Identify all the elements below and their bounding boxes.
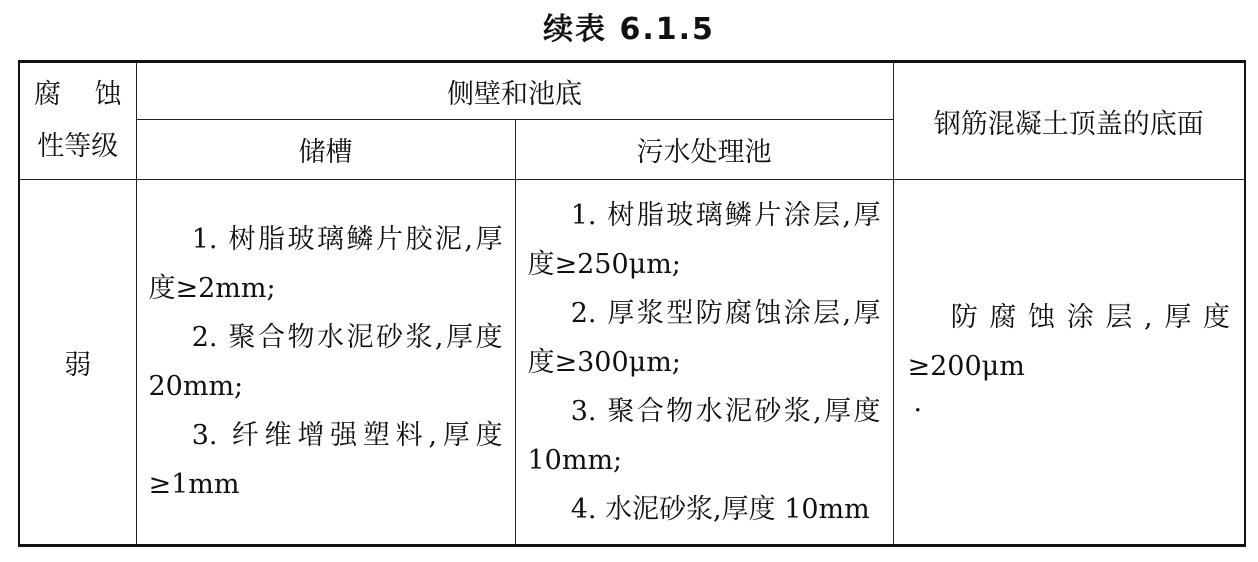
tank-requirements-cell — [136, 180, 515, 546]
tank-item-1: 1. 树脂玻璃鳞片胶泥,厚度≥2mm; — [148, 224, 503, 304]
header-row-1 — [19, 62, 1245, 120]
table-title: 续表 6.1.5 — [543, 12, 715, 47]
pool-item-1: 1. 树脂玻璃鳞片涂层,厚度≥250μm; — [527, 199, 881, 280]
specification-table — [18, 60, 1246, 547]
pool-item-4: 4. 水泥砂浆,厚度 10mm — [570, 493, 870, 525]
pool-item-3: 3. 聚合物水泥砂浆,厚度 10mm; — [527, 395, 881, 476]
walls-floor-header: 侧壁和池底 — [136, 62, 893, 120]
pool-requirements-cell — [515, 180, 893, 546]
roof-underside-header: 钢筋混凝土顶盖的底面 — [893, 62, 1245, 180]
roof-item: 防腐蚀涂层,厚度≥200μm — [907, 302, 1230, 382]
roof-requirements-cell — [893, 180, 1245, 546]
corrosion-grade-header — [19, 62, 136, 180]
tank-item-3: 3. 纤维增强塑料,厚度≥1mm — [148, 420, 503, 500]
table-row — [19, 180, 1245, 546]
pool-item-2: 2. 厚浆型防腐蚀涂层,厚度≥300μm; — [527, 297, 881, 378]
grade-header-line-2: 性等级 — [37, 131, 119, 162]
roof-mark: · — [913, 395, 923, 426]
grade-cell: 弱 — [19, 180, 136, 546]
grade-header-char-2: 蚀 — [94, 79, 122, 110]
tank-header: 储槽 — [136, 120, 515, 180]
sewage-pool-header: 污水处理池 — [515, 120, 893, 180]
grade-header-char-1: 腐 — [34, 79, 61, 110]
tank-item-2: 2. 聚合物水泥砂浆,厚度 20mm; — [148, 322, 503, 402]
